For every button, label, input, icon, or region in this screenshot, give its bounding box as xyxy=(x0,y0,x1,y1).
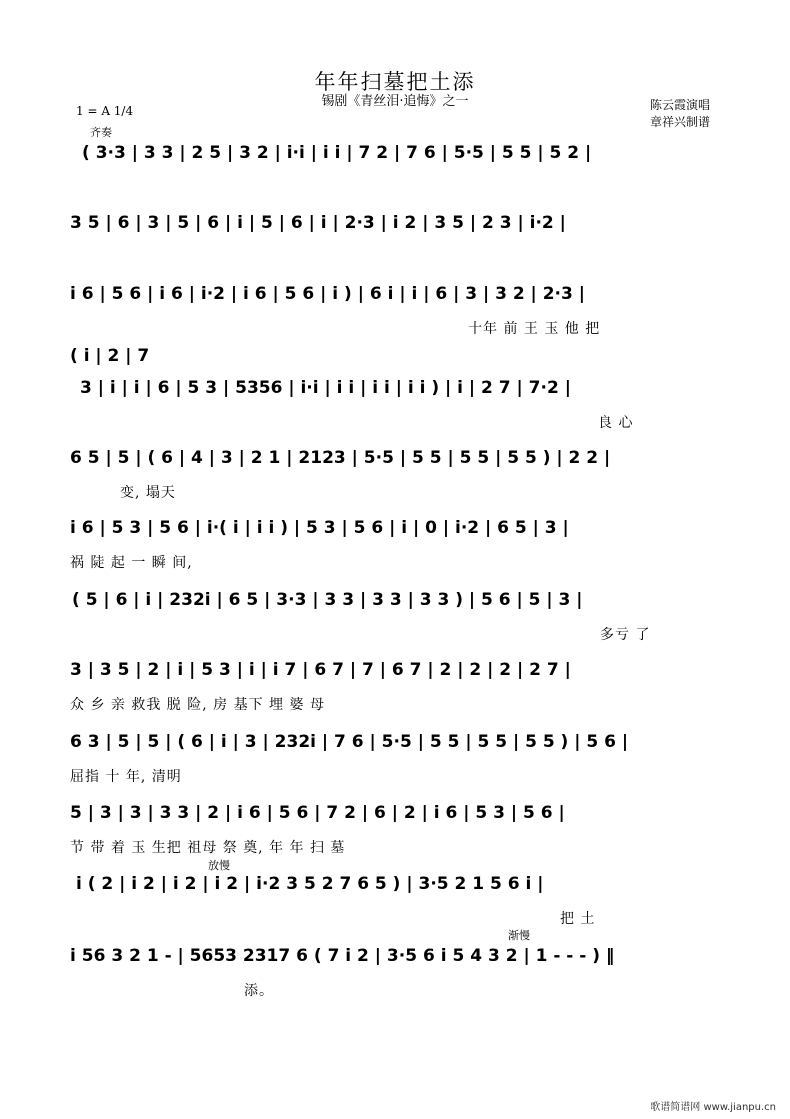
score-row-6 xyxy=(0,518,790,588)
row2-notes: 3 5 | 6 | 3 | 5 | 6 | i | 5 | 6 | i | 2·3 | i 2 | 3 5 | 2 3 | i·2 | xyxy=(70,213,566,233)
row9-lyrics: 屈指 十 年, 清明 xyxy=(70,769,182,785)
row10-lyrics: 节 带 着 玉 生把 祖母 祭 奠, 年 年 扫 墓 xyxy=(70,840,346,856)
mark-qizou: 齐奏 xyxy=(90,126,112,139)
row6-notes: i 6 | 5 3 | 5 6 | i·( i | i i ) | 5 3 | 5 6 | i | 0 | i·2 | 6 5 | 3 | xyxy=(70,518,569,538)
score-row-4 xyxy=(0,378,790,448)
score-row-5 xyxy=(0,448,790,518)
row8-notes: 3 | 3 5 | 2 | i | 5 3 | i | i 7 | 6 7 | 7 | 6 7 | 2 | 2 | 2 | 2 7 | xyxy=(70,660,571,680)
row11-lyrics: 把 土 xyxy=(560,911,596,927)
row8-lyrics: 众 乡 亲 救我 脱 险, 房 基下 埋 婆 母 xyxy=(70,697,325,713)
credits xyxy=(650,97,710,131)
song-title: 年年扫墓把土添 xyxy=(314,70,476,94)
row7-notes: ( 5 | 6 | i | 232i | 6 5 | 3·3 | 3 3 | 3 3 | 3 3 ) | 5 6 | 5 | 3 | xyxy=(72,590,583,610)
row4-above-notes: ( i | 2 | 7 xyxy=(70,346,150,366)
row3-notes: i 6 | 5 6 | i 6 | i·2 | i 6 | 5 6 | i ) | 6 i | i | 6 | 3 | 3 2 | 2·3 | xyxy=(70,284,585,304)
score-row-10 xyxy=(0,803,790,873)
row10-notes: 5 | 3 | 3 | 3 3 | 2 | i 6 | 5 6 | 7 2 | 6 | 2 | i 6 | 5 3 | 5 6 | xyxy=(70,803,565,823)
row1-notes: ( 3·3 | 3 3 | 2 5 | 3 2 | i·i | i i | 7 2 | 7 6 | 5·5 | 5 5 | 5 2 | xyxy=(82,143,592,163)
score-row-3 xyxy=(0,284,790,354)
row4-lyrics: 良 心 xyxy=(598,415,634,431)
row12-notes: i 56 3 2 1 - | 5653 2317 6 ( 7 i 2 | 3·5 6 i 5 4 3 2 | 1 - - - ) ‖ xyxy=(70,946,615,966)
row6-lyrics: 祸 陡 起 一 瞬 间, xyxy=(70,555,193,571)
row3-lyrics: 十年 前 王 玉 他 把 xyxy=(468,321,601,337)
mark-fangman: 放慢 xyxy=(208,859,230,872)
row9-notes: 6 3 | 5 | 5 | ( 6 | i | 3 | 232i | 7 6 | 5·5 | 5 5 | 5 5 | 5 5 ) | 5 6 | xyxy=(70,732,629,752)
row11-notes: i ( 2 | i 2 | i 2 | i 2 | i·2 3 5 2 7 6 5 ) | 3·5 2 1 5 6 i | xyxy=(76,874,544,894)
score-row-9 xyxy=(0,732,790,802)
score-row-1 xyxy=(0,143,790,213)
score-row-11 xyxy=(0,874,790,944)
score-row-2 xyxy=(0,213,790,283)
transcriber: 章祥兴制谱 xyxy=(650,115,711,129)
row7-lyrics: 多亏 了 xyxy=(600,627,651,643)
row5-lyrics: 变, 塌天 xyxy=(120,485,176,501)
score-row-8 xyxy=(0,660,790,730)
watermark-footer: 歌谱简谱网 www.jianpu.cn xyxy=(650,1102,776,1113)
row4-notes: 3 | i | i | 6 | 5 3 | 5356 | i·i | i i | i i | i i ) | i | 2 7 | 7·2 | xyxy=(80,378,571,398)
row12-lyrics: 添。 xyxy=(244,983,274,999)
score-row-12 xyxy=(0,946,790,1016)
key-signature: 1 = A 1/4 xyxy=(76,104,134,118)
performer: 陈云霞演唱 xyxy=(650,98,711,112)
mark-jianman: 渐慢 xyxy=(508,929,530,942)
score-row-7 xyxy=(0,590,790,660)
song-subtitle: 锡剧《青丝泪·追悔》之一 xyxy=(321,94,469,109)
row5-notes: 6 5 | 5 | ( 6 | 4 | 3 | 2 1 | 2123 | 5·5 | 5 5 | 5 5 | 5 5 ) | 2 2 | xyxy=(70,448,611,468)
